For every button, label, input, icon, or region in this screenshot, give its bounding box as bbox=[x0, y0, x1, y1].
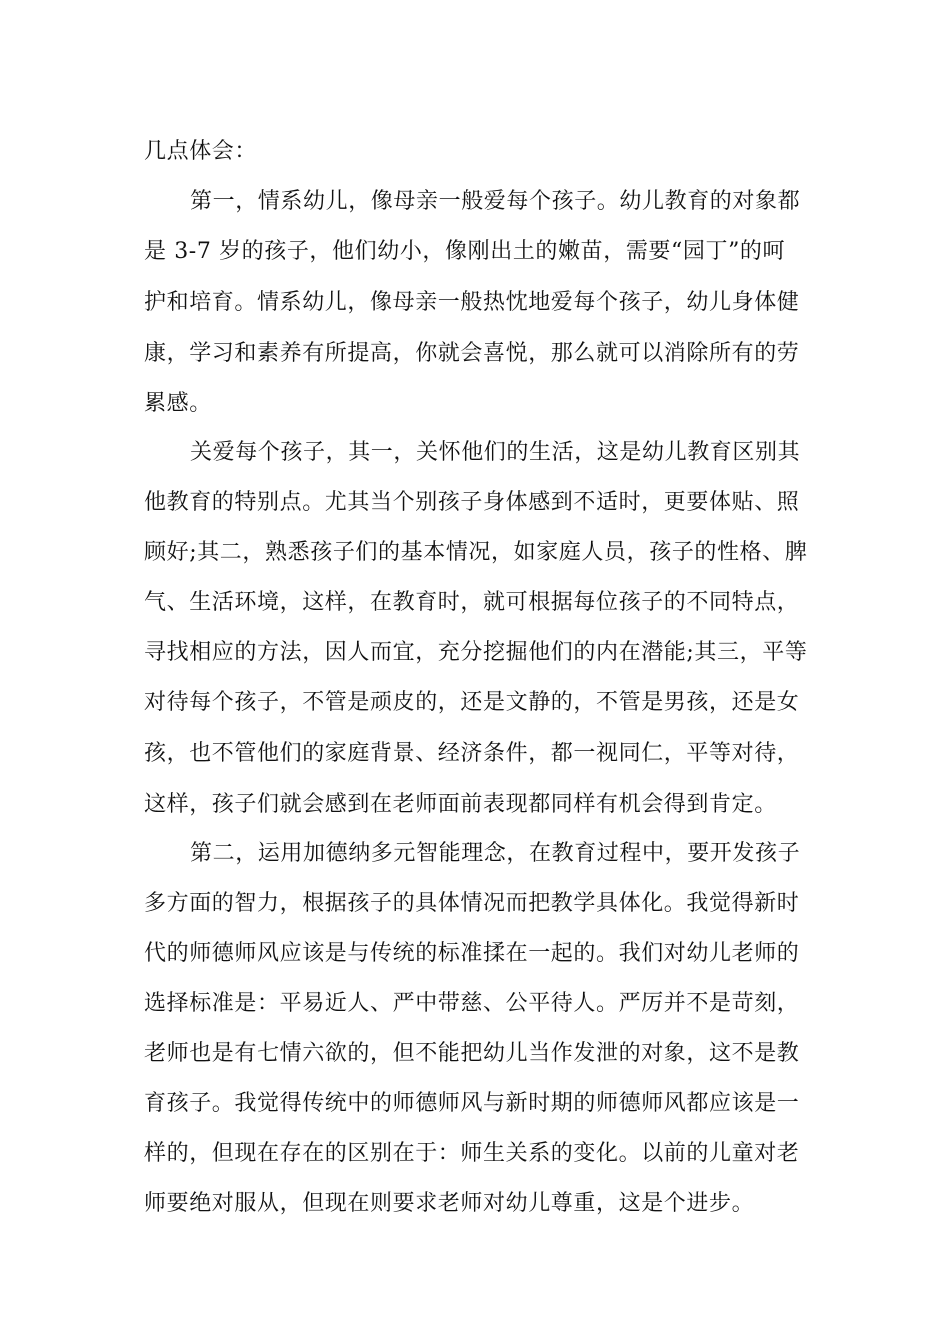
text-line: 顾好;其二，熟悉孩子们的基本情况，如家庭人员，孩子的性格、脾 bbox=[144, 540, 808, 565]
text-line: 是 3-7 岁的孩子，他们幼小，像刚出土的嫩苗，需要“园丁”的呵 bbox=[144, 239, 786, 264]
text-line: 几点体会： bbox=[144, 139, 258, 164]
text-line: 代的师德师风应该是与传统的标准揉在一起的。我们对幼儿老师的 bbox=[144, 941, 800, 966]
paragraph-first-line: 关爱每个孩子，其一，关怀他们的生活，这是幼儿教育区别其 bbox=[190, 440, 801, 465]
text-line: 累感。 bbox=[144, 391, 212, 416]
text-line: 多方面的智力，根据孩子的具体情况而把教学具体化。我觉得新时 bbox=[144, 891, 800, 916]
text-line: 老师也是有七情六欲的，但不能把幼儿当作发泄的对象，这不是教 bbox=[144, 1041, 800, 1066]
text-line: 康，学习和素养有所提高，你就会喜悦，那么就可以消除所有的劳 bbox=[144, 341, 800, 366]
text-line: 选择标准是：平易近人、严中带慈、公平待人。严厉并不是苛刻， bbox=[144, 991, 800, 1016]
text-line: 寻找相应的方法，因人而宜，充分挖掘他们的内在潜能;其三，平等 bbox=[144, 640, 808, 665]
paragraph-first-line: 第一，情系幼儿，像母亲一般爱每个孩子。幼儿教育的对象都 bbox=[190, 189, 801, 214]
text-line: 对待每个孩子，不管是顽皮的，还是文静的，不管是男孩，还是女 bbox=[144, 690, 800, 715]
text-line: 师要绝对服从，但现在则要求老师对幼儿尊重，这是个进步。 bbox=[144, 1191, 755, 1216]
text-line: 护和培育。情系幼儿，像母亲一般热忱地爱每个孩子，幼儿身体健 bbox=[144, 290, 800, 315]
text-line: 这样，孩子们就会感到在老师面前表现都同样有机会得到肯定。 bbox=[144, 792, 777, 817]
text-line: 气、生活环境，这样，在教育时，就可根据每位孩子的不同特点， bbox=[144, 590, 800, 615]
text-line: 育孩子。我觉得传统中的师德师风与新时期的师德师风都应该是一 bbox=[144, 1091, 800, 1116]
paragraph-first-line: 第二，运用加德纳多元智能理念，在教育过程中，要开发孩子 bbox=[190, 841, 801, 866]
text-line: 样的，但现在存在的区别在于：师生关系的变化。以前的儿童对老 bbox=[144, 1141, 800, 1166]
text-line: 他教育的特别点。尤其当个别孩子身体感到不适时，更要体贴、照 bbox=[144, 490, 800, 515]
text-line: 孩，也不管他们的家庭背景、经济条件，都一视同仁，平等对待， bbox=[144, 741, 800, 766]
